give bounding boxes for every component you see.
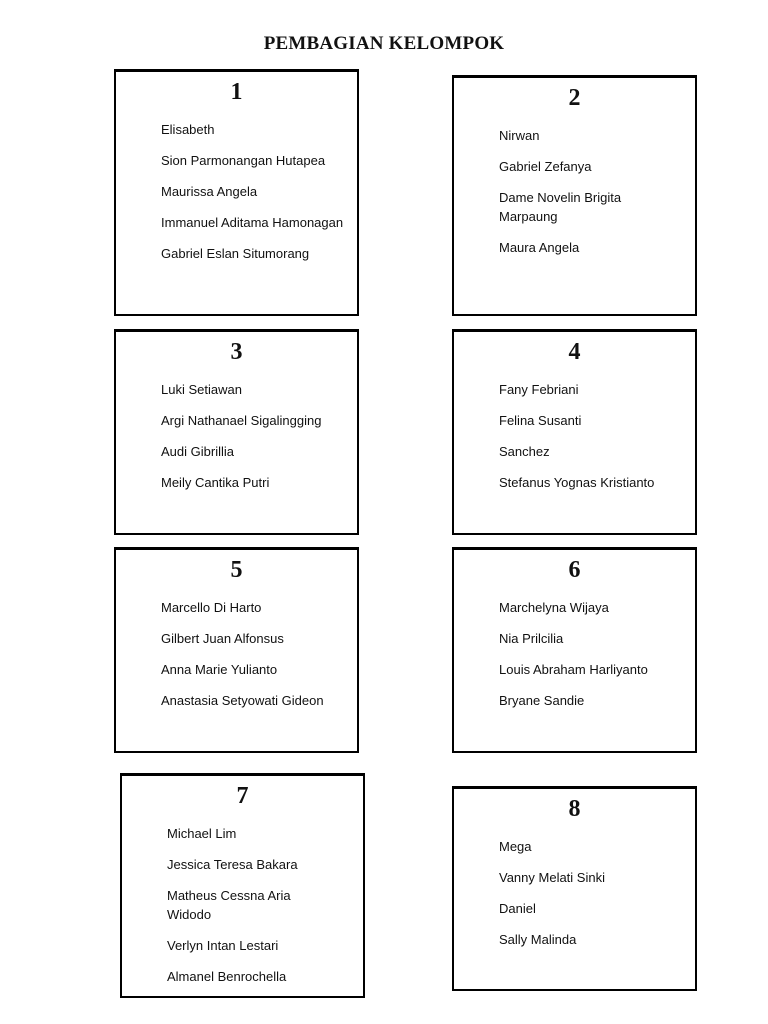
- member-name: Anna Marie Yulianto: [161, 662, 278, 677]
- member-name: Gilbert Juan Alfonsus: [161, 631, 284, 646]
- member-name: Felina Susanti: [499, 413, 582, 428]
- member-name: Verlyn Intan Lestari: [167, 938, 279, 953]
- member-name: Marchelyna Wijaya: [499, 600, 609, 615]
- member-list: [161, 598, 346, 722]
- member-name: Immanuel Aditama Hamonagan: [161, 215, 344, 230]
- member-list: [499, 380, 684, 504]
- member-name: Gabriel Eslan Situmorang: [161, 246, 310, 261]
- group-number: 1: [230, 79, 243, 105]
- group-number: 3: [230, 339, 243, 365]
- member-name: Gabriel Zefanya: [499, 159, 592, 174]
- member-name: Luki Setiawan: [161, 382, 242, 397]
- member-name: Mega: [499, 839, 532, 854]
- member-name: Maurissa Angela: [161, 184, 258, 199]
- member-name: Bryane Sandie: [499, 693, 585, 708]
- member-name: Argi Nathanael Sigalingging: [161, 413, 322, 428]
- group-box-8: [452, 786, 697, 991]
- member-name: Nirwan: [499, 128, 540, 143]
- group-number: 4: [568, 339, 581, 365]
- member-name: Jessica Teresa Bakara: [167, 857, 298, 872]
- group-box-2: [452, 75, 697, 316]
- member-name: Louis Abraham Harliyanto: [499, 662, 648, 677]
- group-number: 8: [568, 796, 581, 822]
- member-list: [499, 126, 684, 269]
- group-number: 6: [568, 557, 581, 583]
- member-name: Anastasia Setyowati Gideon: [161, 693, 324, 708]
- member-list: [161, 120, 346, 275]
- member-name: Michael Lim: [167, 826, 237, 841]
- group-box-6: [452, 547, 697, 753]
- member-name: Nia Prilcilia: [499, 631, 564, 646]
- member-name: Stefanus Yognas Kristianto: [499, 475, 655, 490]
- member-name: Meily Cantika Putri: [161, 475, 270, 490]
- member-name: Sanchez: [499, 444, 550, 459]
- group-number: 5: [230, 557, 243, 583]
- member-name: Matheus Cessna Aria Widodo: [167, 888, 291, 922]
- document-title: PEMBAGIAN KELOMPOK: [263, 33, 505, 54]
- group-box-5: [114, 547, 359, 753]
- member-list: [499, 598, 684, 722]
- member-name: Audi Gibrillia: [161, 444, 234, 459]
- member-name: Vanny Melati Sinki: [499, 870, 605, 885]
- member-list: [167, 824, 352, 998]
- group-box-3: [114, 329, 359, 535]
- group-number: 7: [236, 783, 249, 809]
- member-name: Almanel Benrochella: [167, 969, 287, 984]
- member-name: Fany Febriani: [499, 382, 579, 397]
- member-name: Sally Malinda: [499, 932, 577, 947]
- member-name: Daniel: [499, 901, 536, 916]
- member-name: Marcello Di Harto: [161, 600, 262, 615]
- member-name: Sion Parmonangan Hutapea: [161, 153, 326, 168]
- group-number: 2: [568, 85, 581, 111]
- group-box-7: [120, 773, 365, 998]
- group-box-4: [452, 329, 697, 535]
- member-name: Elisabeth: [161, 122, 215, 137]
- member-list: [161, 380, 346, 504]
- member-list: [499, 837, 684, 961]
- group-box-1: [114, 69, 359, 316]
- member-name: Maura Angela: [499, 240, 580, 255]
- member-name: Dame Novelin Brigita Marpaung: [499, 190, 622, 224]
